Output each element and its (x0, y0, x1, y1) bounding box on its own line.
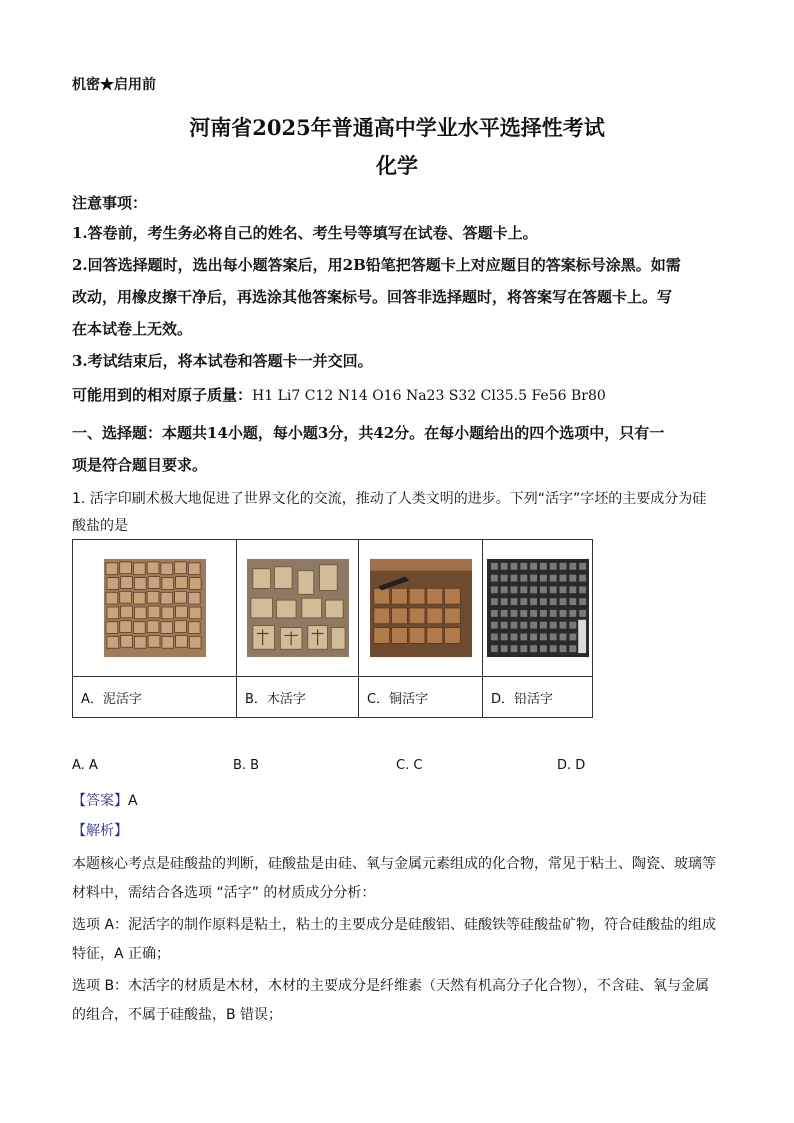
option-c-label: C．铜活字 (359, 677, 483, 718)
analysis-text: 选项 A：泥活字的制作原料是粘土，粘土的主要成分是硅酸铝、硅酸铁等硅酸盐矿物，符合硅酸盐的组成 (72, 917, 717, 933)
lead-type-photo (487, 557, 589, 659)
option-a-image-cell (73, 540, 237, 677)
notice-item: 2.回答选择题时，选出每小题答案后，用2B铅笔把答题卡上对应题目的答案标号涂黑。如需 (72, 256, 681, 274)
analysis-text: 本题核心考点是硅酸盐的判断，硅酸盐是由硅、氧与金属元素组成的化合物，常见于粘土、陶瓷、玻璃等 (72, 856, 716, 872)
options-table (72, 539, 593, 718)
copper-type-photo (370, 557, 472, 659)
option-a-label: A．泥活字 (73, 677, 237, 718)
analysis-text: 选项 B：木活字的材质是木材，木材的主要成分是纤维素（天然有机高分子化合物），不含硅、氧与金属 (72, 978, 710, 994)
notice-heading: 注意事项： (72, 194, 148, 212)
analysis-label: 【解析】 (72, 823, 128, 839)
wood-type-photo (247, 557, 349, 659)
question-stem: 1. 活字印刷术极大地促进了世界文化的交流，推动了人类文明的进步。下列“活字”字坯的主要成分为硅 (72, 491, 707, 507)
atomic-mass-line (72, 384, 606, 405)
answer-label: 【答案】 (72, 793, 128, 809)
option-d-label: D．铅活字 (483, 677, 593, 718)
section-heading-cont: 项是符合题目要求。 (72, 456, 208, 474)
option-c-image-cell (359, 540, 483, 677)
choice-c: C. C (396, 758, 423, 773)
clay-type-photo (104, 557, 206, 659)
choice-a: A. A (72, 758, 98, 773)
section-heading: 一、选择题：本题共14小题，每小题3分，共42分。在每小题给出的四个选项中，只有一 (72, 424, 665, 442)
choice-d: D. D (557, 758, 586, 773)
notice-item: 改动，用橡皮擦干净后，再选涂其他答案标号。回答非选择题时，将答案写在答题卡上。写 (72, 288, 673, 306)
notice-item: 1.答卷前，考生务必将自己的姓名、考生号等填写在试卷、答题卡上。 (72, 224, 538, 242)
analysis-text: 材料中，需结合各选项 “活字” 的材质成分分析： (72, 885, 376, 901)
confidential-mark: 机密★启用前 (72, 77, 156, 93)
atomic-mass-values: H1 Li7 C12 N14 O16 Na23 S32 Cl35.5 Fe56 Br80 (252, 388, 606, 404)
answer-value: A (128, 793, 138, 809)
subject-title: 化学 (376, 153, 418, 178)
exam-title: 河南省2025年普通高中学业水平选择性考试 (189, 115, 605, 140)
analysis-text: 的组合，不属于硅酸盐，B 错误； (72, 1007, 283, 1023)
answer-line (72, 790, 138, 810)
option-b-image-cell (237, 540, 359, 677)
atomic-mass-label: 可能用到的相对原子质量： (72, 386, 253, 404)
analysis-text: 特征，A 正确； (72, 946, 171, 962)
option-d-image-cell (483, 540, 593, 677)
question-stem-cont: 酸盐的是 (72, 518, 128, 534)
notice-item: 3.考试结束后，将本试卷和答题卡一并交回。 (72, 352, 373, 370)
option-b-label: B．木活字 (237, 677, 359, 718)
choice-b: B. B (233, 758, 260, 773)
notice-item: 在本试卷上无效。 (72, 320, 193, 338)
